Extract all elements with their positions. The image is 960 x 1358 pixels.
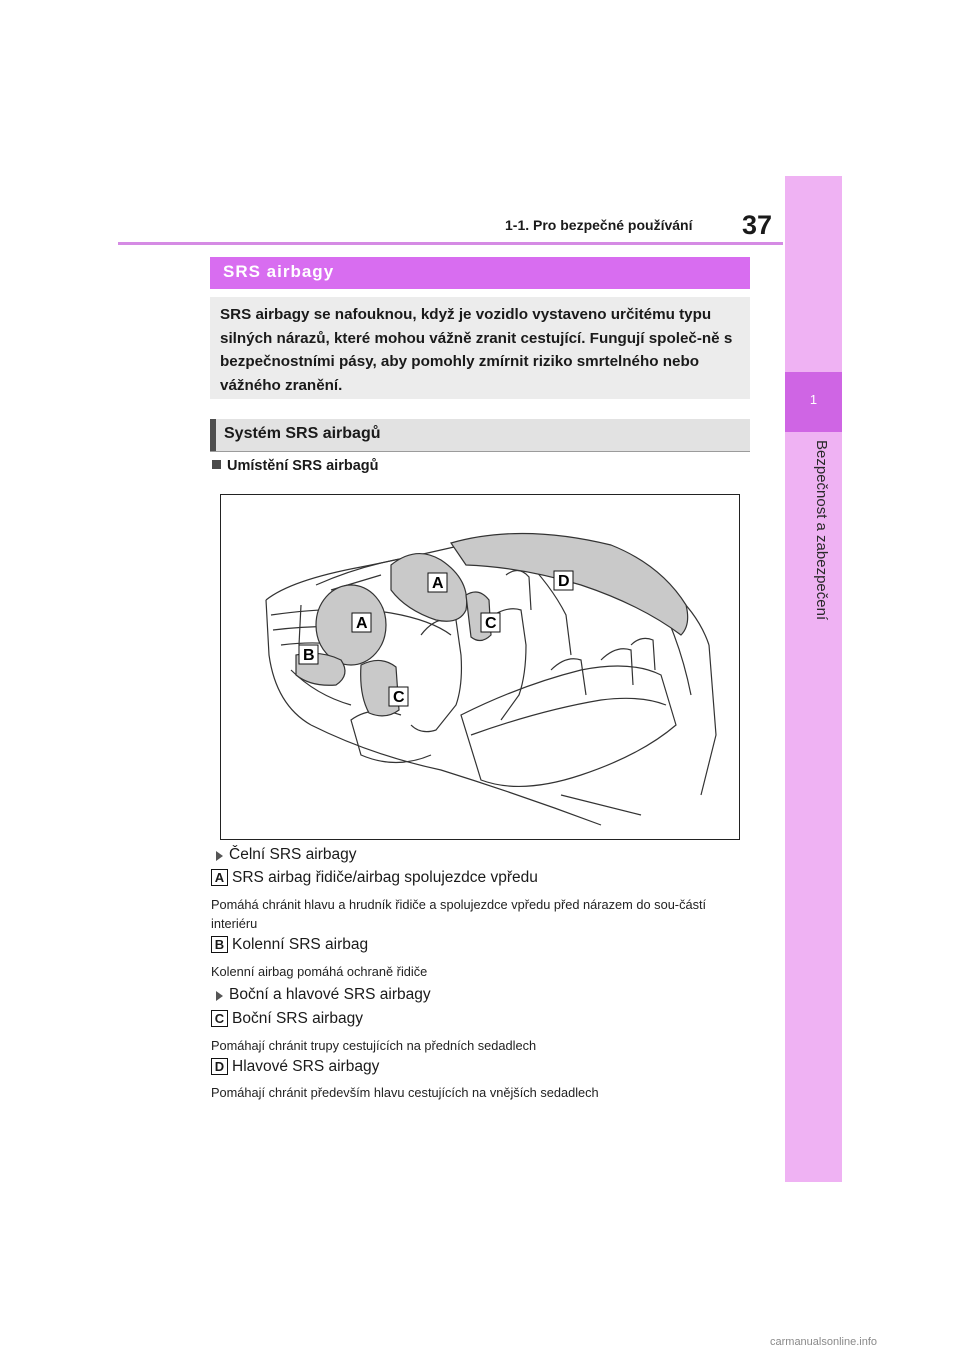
- subsection-title-bar: [210, 419, 750, 451]
- chapter-title: 1-1. Pro bezpečné používání: [505, 217, 693, 233]
- badge-d: D: [211, 1058, 228, 1075]
- item-d-title: Hlavové SRS airbagy: [232, 1058, 380, 1075]
- intro-text: SRS airbagy se nafouknou, když je vozidlo vystaveno určitému typu silných nárazů, které mohou vážně zranit cestující. Fungují společ-ně s bezpečnostními pásy, aby pomohly zmírnit riziko smrtelného nebo vážného zranění.: [220, 306, 733, 394]
- figure-label-c-passenger: C: [485, 615, 497, 632]
- side-tab-number: 1: [809, 392, 818, 407]
- subheading-text: Umístění SRS airbagů: [227, 458, 379, 474]
- subsection-divider: [210, 451, 750, 452]
- page-number: 37: [742, 210, 773, 240]
- item-b-title: Kolenní SRS airbag: [232, 936, 369, 953]
- badge-b: B: [211, 936, 228, 953]
- car-interior-illustration: [221, 495, 739, 839]
- intro-box: [210, 297, 750, 399]
- item-c-description: Pomáhají chránit trupy cestujících na předních sedadlech: [211, 1038, 537, 1053]
- triangle-bullet-icon: [216, 851, 223, 861]
- figure-label-a-passenger: A: [432, 575, 444, 592]
- figure-label-d: D: [558, 573, 570, 590]
- chapter-side-tab[interactable]: [785, 176, 842, 1182]
- figure-label-c-driver: C: [393, 689, 405, 706]
- item-d-description: Pomáhají chránit především hlavu cestujících na vnějších sedadlech: [211, 1085, 599, 1100]
- figure-label-b: B: [303, 647, 315, 664]
- item-c-title: Boční SRS airbagy: [232, 1010, 363, 1027]
- header-divider: [118, 242, 783, 245]
- triangle-bullet-icon: [216, 991, 223, 1001]
- item-a-description: Pomáhá chránit hlavu a hrudník řidiče a spolujezdce vpředu před nárazem do sou-částí interiéru: [211, 897, 707, 931]
- item-a-title: SRS airbag řidiče/airbag spolujezdce vpředu: [232, 869, 538, 886]
- subheading: [212, 458, 378, 474]
- side-tab-label: Bezpečnost a zabezpečení: [813, 440, 830, 621]
- section-title-bar: [210, 257, 750, 289]
- group-frontal-title: Čelní SRS airbagy: [229, 846, 357, 863]
- square-bullet-icon: [212, 460, 221, 469]
- item-b-description: Kolenní airbag pomáhá ochraně řidiče: [211, 964, 428, 979]
- badge-c: C: [211, 1010, 228, 1027]
- subsection-title: Systém SRS airbagů: [224, 425, 381, 442]
- figure-label-a-driver: A: [356, 615, 368, 632]
- section-title: SRS airbagy: [223, 262, 335, 281]
- airbag-location-figure: [220, 494, 740, 840]
- watermark: carmanualsonline.info: [770, 1336, 878, 1348]
- group-side-title: Boční a hlavové SRS airbagy: [229, 986, 431, 1003]
- badge-a: A: [211, 869, 228, 886]
